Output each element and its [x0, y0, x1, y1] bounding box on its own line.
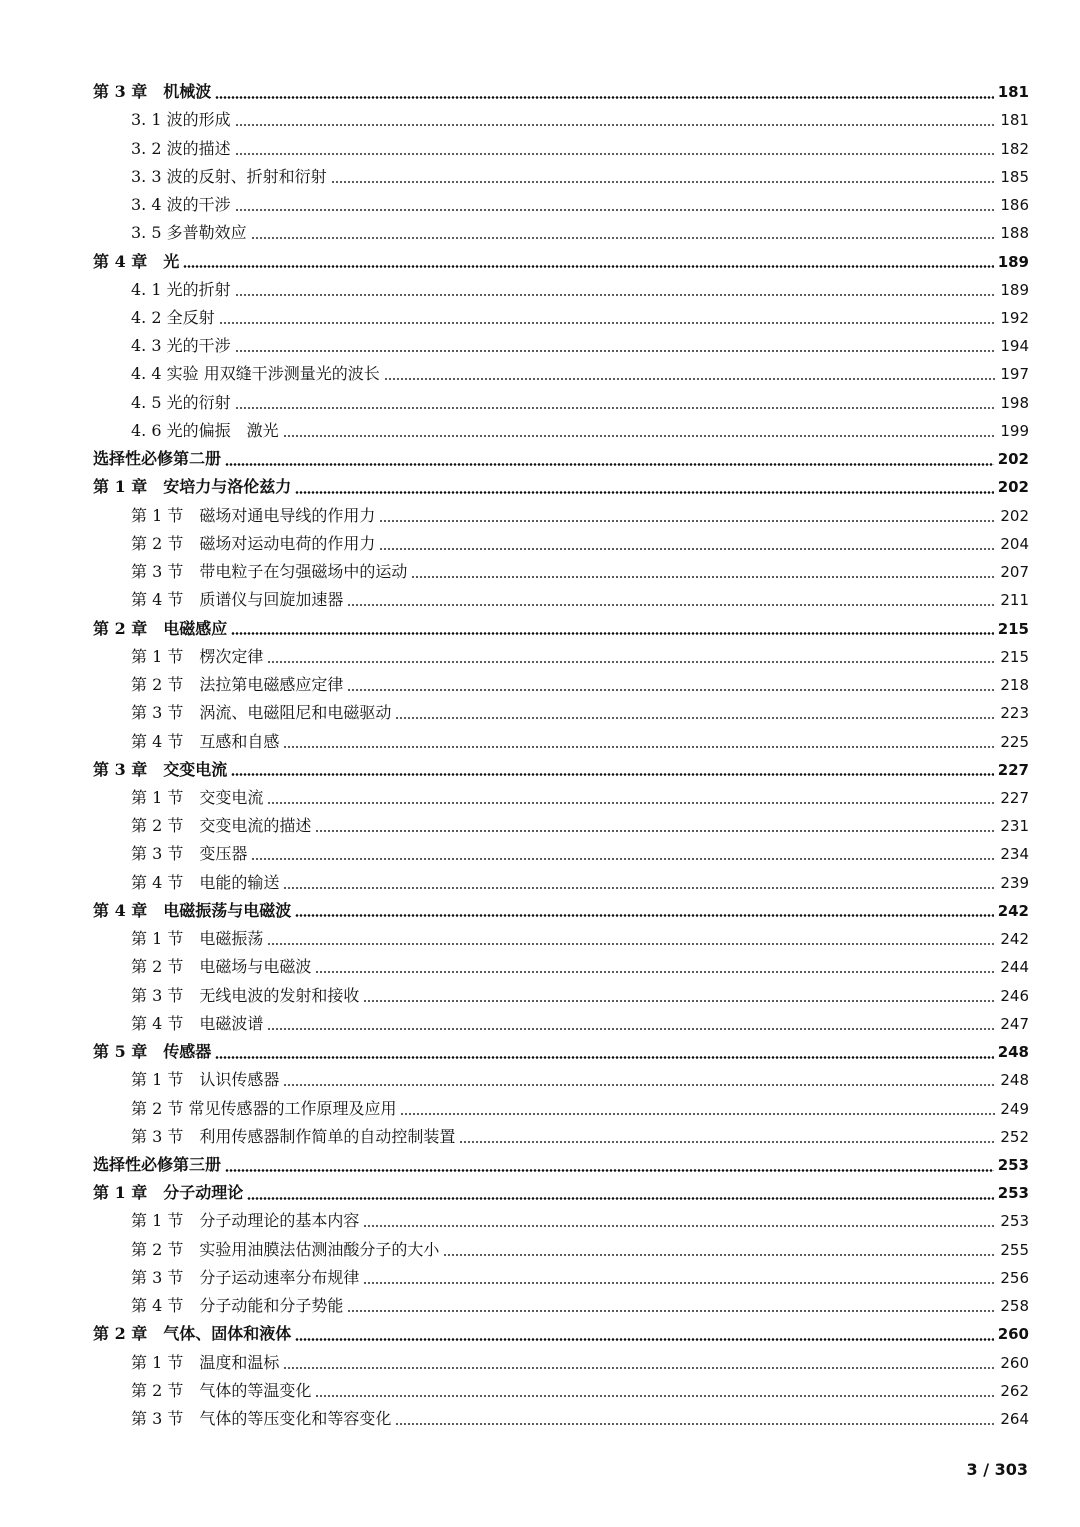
toc-entry-page-number: 202 [1000, 506, 1029, 525]
dot-leader [295, 1338, 993, 1341]
toc-entry-page-number: 194 [1000, 337, 1029, 356]
dot-leader [347, 1310, 996, 1312]
toc-section-entry[interactable] [93, 840, 1029, 868]
toc-section-entry[interactable] [93, 389, 1029, 417]
dot-leader [235, 294, 997, 296]
dot-leader [235, 124, 997, 126]
dot-leader [267, 802, 996, 804]
toc-entry-title: 3. 4 波的干涉 [131, 195, 231, 215]
dot-leader [247, 1197, 993, 1200]
toc-entry-title: 第 1 章 安培力与洛伦兹力 [93, 477, 292, 497]
dot-leader [347, 689, 996, 691]
toc-entry-page-number: 239 [1000, 873, 1029, 892]
toc-entry-page-number: 258 [1000, 1297, 1029, 1316]
toc-section-entry[interactable] [93, 953, 1029, 981]
toc-entry-page-number: 215 [1000, 647, 1029, 666]
toc-entry-page-number: 211 [1000, 591, 1029, 610]
toc-section-entry[interactable] [93, 106, 1029, 134]
toc-section-entry[interactable] [93, 276, 1029, 304]
toc-entry-page-number: 185 [1000, 167, 1029, 186]
dot-leader [235, 153, 997, 155]
toc-entry-page-number: 223 [1000, 704, 1029, 723]
toc-entry-page-number: 186 [1000, 196, 1029, 215]
toc-section-entry[interactable] [93, 784, 1029, 812]
toc-section-entry[interactable] [93, 982, 1029, 1010]
toc-entry-title: 第 2 节 常见传感器的工作原理及应用 [131, 1098, 397, 1118]
toc-section-entry[interactable] [93, 1236, 1029, 1264]
dot-leader [235, 407, 997, 409]
dot-leader [363, 1282, 996, 1284]
toc-entry-page-number: 253 [997, 1184, 1029, 1203]
toc-entry-title: 第 1 节 分子动理论的基本内容 [131, 1211, 360, 1231]
dot-leader [283, 435, 997, 437]
toc-entry-page-number: 202 [997, 450, 1029, 469]
toc-entry-title: 第 3 节 分子运动速率分布规律 [131, 1267, 360, 1287]
toc-entry-page-number: 218 [1000, 676, 1029, 695]
toc-entry-title: 第 4 章 电磁振荡与电磁波 [93, 900, 292, 920]
toc-entry-title: 第 2 节 实验用油膜法估测油酸分子的大小 [131, 1239, 440, 1259]
toc-entry-page-number: 231 [1000, 817, 1029, 836]
toc-chapter-entry[interactable] [93, 1320, 1029, 1348]
toc-entry-title: 第 2 章 电磁感应 [93, 618, 228, 638]
toc-section-entry[interactable] [93, 643, 1029, 671]
toc-entry-title: 4. 1 光的折射 [131, 279, 231, 299]
dot-leader [235, 350, 997, 352]
toc-entry-title: 第 3 章 机械波 [93, 82, 212, 102]
toc-section-entry[interactable] [93, 558, 1029, 586]
toc-chapter-entry[interactable] [93, 247, 1029, 275]
dot-leader [251, 858, 996, 860]
dot-leader [379, 548, 996, 550]
toc-entry-title: 第 2 章 气体、固体和液体 [93, 1324, 292, 1344]
toc-entry-page-number: 225 [1000, 732, 1029, 751]
dot-leader [395, 1423, 996, 1425]
dot-leader [295, 491, 993, 494]
dot-leader [384, 378, 997, 380]
toc-entry-page-number: 188 [1000, 224, 1029, 243]
toc-chapter-entry[interactable] [93, 473, 1029, 501]
toc-entry-page-number: 264 [1000, 1410, 1029, 1429]
toc-entry-page-number: 249 [1000, 1099, 1029, 1118]
toc-entry-page-number: 204 [1000, 534, 1029, 553]
toc-entry-page-number: 242 [1000, 930, 1029, 949]
dot-leader [235, 209, 997, 211]
toc-entry-page-number: 189 [1000, 280, 1029, 299]
toc-entry-title: 第 4 章 光 [93, 251, 180, 271]
toc-entry-page-number: 255 [1000, 1240, 1029, 1259]
dot-leader [363, 1225, 996, 1227]
toc-entry-page-number: 207 [1000, 563, 1029, 582]
toc-section-entry[interactable] [93, 1264, 1029, 1292]
toc-section-entry[interactable] [93, 1094, 1029, 1122]
toc-section-entry[interactable] [93, 1207, 1029, 1235]
toc-entry-page-number: 234 [1000, 845, 1029, 864]
dot-leader [443, 1254, 996, 1256]
toc-entry-title: 第 1 节 认识传感器 [131, 1070, 280, 1090]
dot-leader [315, 1395, 996, 1397]
toc-entry-page-number: 182 [1000, 139, 1029, 158]
dot-leader [315, 971, 996, 973]
toc-entry-page-number: 246 [1000, 986, 1029, 1005]
toc-entry-page-number: 192 [1000, 308, 1029, 327]
toc-entry-title: 选择性必修第二册 [93, 449, 222, 469]
toc-section-entry[interactable] [93, 925, 1029, 953]
toc-entry-title: 第 1 节 楞次定律 [131, 646, 264, 666]
toc-entry-title: 第 4 节 电能的输送 [131, 872, 280, 892]
toc-chapter-entry[interactable] [93, 897, 1029, 925]
toc-section-entry[interactable] [93, 869, 1029, 897]
dot-leader [395, 717, 996, 719]
toc-entry-page-number: 227 [997, 760, 1029, 779]
dot-leader [283, 1084, 996, 1086]
toc-entry-title: 第 4 节 电磁波谱 [131, 1013, 264, 1033]
toc-entry-page-number: 248 [1000, 1071, 1029, 1090]
toc-entry-title: 第 5 章 传感器 [93, 1042, 212, 1062]
toc-entry-title: 第 3 章 交变电流 [93, 759, 228, 779]
toc-section-entry[interactable] [93, 360, 1029, 388]
dot-leader [267, 661, 996, 663]
toc-entry-title: 3. 3 波的反射、折射和衍射 [131, 166, 327, 186]
toc-entry-title: 第 2 节 磁场对运动电荷的作用力 [131, 533, 376, 553]
dot-leader [379, 520, 996, 522]
dot-leader [225, 1169, 994, 1172]
toc-entry-page-number: 244 [1000, 958, 1029, 977]
toc-entry-page-number: 248 [997, 1043, 1029, 1062]
dot-leader [331, 181, 997, 183]
toc-entry-page-number: 262 [1000, 1381, 1029, 1400]
toc-entry-title: 4. 5 光的衍射 [131, 392, 231, 412]
toc-entry-title: 第 3 节 利用传感器制作简单的自动控制装置 [131, 1126, 456, 1146]
toc-entry-page-number: 181 [997, 83, 1029, 102]
dot-leader [225, 463, 994, 466]
toc-entry-page-number: 256 [1000, 1268, 1029, 1287]
dot-leader [400, 1113, 996, 1115]
dot-leader [215, 1056, 993, 1059]
toc-entry-title: 选择性必修第三册 [93, 1155, 222, 1175]
toc-entry-page-number: 198 [1000, 393, 1029, 412]
toc-chapter-entry[interactable] [93, 1179, 1029, 1207]
dot-leader [251, 237, 997, 239]
toc-entry-title: 3. 2 波的描述 [131, 138, 231, 158]
dot-leader [283, 1367, 996, 1369]
toc-chapter-entry[interactable] [93, 1151, 1029, 1179]
dot-leader [267, 943, 996, 945]
toc-section-entry[interactable] [93, 727, 1029, 755]
toc-entry-page-number: 215 [997, 619, 1029, 638]
dot-leader [219, 322, 997, 324]
toc-section-entry[interactable] [93, 1377, 1029, 1405]
toc-entry-title: 第 1 节 温度和温标 [131, 1352, 280, 1372]
toc-entry-page-number: 242 [997, 901, 1029, 920]
toc-entry-page-number: 260 [1000, 1353, 1029, 1372]
toc-entry-page-number: 247 [1000, 1014, 1029, 1033]
dot-leader [315, 830, 996, 832]
dot-leader [347, 604, 996, 606]
toc-section-entry[interactable] [93, 191, 1029, 219]
toc-entry-title: 第 4 节 质谱仪与回旋加速器 [131, 590, 344, 610]
toc-section-entry[interactable] [93, 1010, 1029, 1038]
toc-entry-title: 第 2 节 法拉第电磁感应定律 [131, 675, 344, 695]
page-indicator: 3 / 303 [966, 1460, 1028, 1479]
toc-entry-page-number: 189 [997, 252, 1029, 271]
dot-leader [231, 773, 993, 776]
dot-leader [283, 887, 996, 889]
toc-chapter-entry[interactable] [93, 756, 1029, 784]
toc-section-entry[interactable] [93, 502, 1029, 530]
toc-entry-page-number: 252 [1000, 1127, 1029, 1146]
toc-entry-page-number: 260 [997, 1325, 1029, 1344]
dot-leader [267, 1028, 996, 1030]
toc-entry-title: 第 1 章 分子动理论 [93, 1183, 244, 1203]
toc-entry-page-number: 202 [997, 478, 1029, 497]
toc-section-entry[interactable] [93, 304, 1029, 332]
toc-section-entry[interactable] [93, 699, 1029, 727]
toc-entry-page-number: 181 [1000, 111, 1029, 130]
toc-entry-title: 第 4 节 分子动能和分子势能 [131, 1296, 344, 1316]
toc-entry-page-number: 253 [1000, 1212, 1029, 1231]
toc-entry-title: 第 3 节 涡流、电磁阻尼和电磁驱动 [131, 703, 392, 723]
dot-leader [231, 632, 993, 635]
toc-section-entry[interactable] [93, 1349, 1029, 1377]
toc-entry-title: 第 3 节 变压器 [131, 844, 248, 864]
toc-section-entry[interactable] [93, 1123, 1029, 1151]
toc-entry-title: 第 3 节 无线电波的发射和接收 [131, 985, 360, 1005]
toc-entry-title: 第 2 节 气体的等温变化 [131, 1380, 312, 1400]
toc-section-entry[interactable] [93, 163, 1029, 191]
toc-section-entry[interactable] [93, 1292, 1029, 1320]
dot-leader [295, 914, 993, 917]
dot-leader [459, 1141, 996, 1143]
dot-leader [183, 265, 993, 268]
toc-chapter-entry[interactable] [93, 445, 1029, 473]
toc-chapter-entry[interactable] [93, 78, 1029, 106]
toc-entry-title: 第 4 节 互感和自感 [131, 731, 280, 751]
toc-entry-page-number: 199 [1000, 421, 1029, 440]
dot-leader [215, 96, 993, 99]
dot-leader [283, 746, 996, 748]
dot-leader [411, 576, 996, 578]
toc-entry-title: 4. 6 光的偏振 激光 [131, 420, 279, 440]
toc-entry-title: 4. 3 光的干涉 [131, 336, 231, 356]
toc-entry-title: 第 1 节 电磁振荡 [131, 929, 264, 949]
toc-section-entry[interactable] [93, 417, 1029, 445]
toc-chapter-entry[interactable] [93, 614, 1029, 642]
toc-section-entry[interactable] [93, 1405, 1029, 1433]
toc-entry-title: 3. 1 波的形成 [131, 110, 231, 130]
toc-entry-title: 第 2 节 电磁场与电磁波 [131, 957, 312, 977]
toc-section-entry[interactable] [93, 219, 1029, 247]
toc-entry-page-number: 227 [1000, 788, 1029, 807]
toc-section-entry[interactable] [93, 812, 1029, 840]
toc-entry-page-number: 253 [997, 1156, 1029, 1175]
toc-entry-title: 4. 4 实验 用双缝干涉测量光的波长 [131, 364, 380, 384]
toc-entry-title: 第 3 节 带电粒子在匀强磁场中的运动 [131, 562, 408, 582]
toc-section-entry[interactable] [93, 332, 1029, 360]
toc-section-entry[interactable] [93, 530, 1029, 558]
toc-chapter-entry[interactable] [93, 1038, 1029, 1066]
dot-leader [363, 1000, 996, 1002]
table-of-contents [93, 78, 1029, 1433]
toc-section-entry[interactable] [93, 1066, 1029, 1094]
toc-entry-title: 4. 2 全反射 [131, 307, 215, 327]
toc-entry-title: 第 3 节 气体的等压变化和等容变化 [131, 1409, 392, 1429]
toc-section-entry[interactable] [93, 134, 1029, 162]
toc-entry-title: 3. 5 多普勒效应 [131, 223, 247, 243]
toc-entry-title: 第 1 节 交变电流 [131, 787, 264, 807]
toc-section-entry[interactable] [93, 671, 1029, 699]
toc-entry-title: 第 1 节 磁场对通电导线的作用力 [131, 505, 376, 525]
toc-section-entry[interactable] [93, 586, 1029, 614]
toc-entry-page-number: 197 [1000, 365, 1029, 384]
toc-entry-title: 第 2 节 交变电流的描述 [131, 816, 312, 836]
